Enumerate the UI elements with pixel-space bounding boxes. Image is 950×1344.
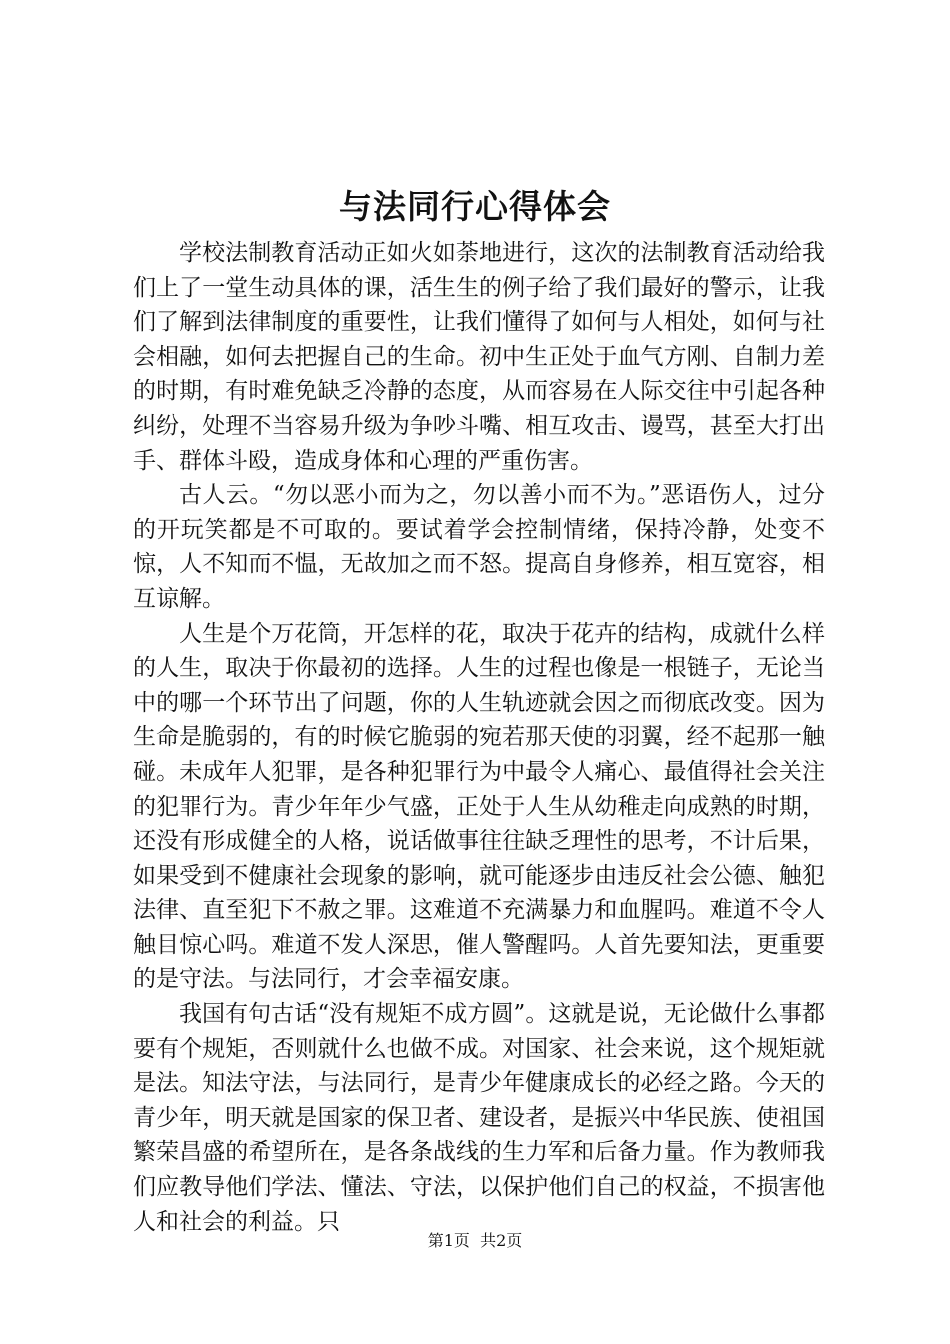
paragraph: 我国有句古话“没有规矩不成方圆”。这就是说，无论做什么事都要有个规矩，否则就什么也做不成。对国家、社会来说，这个规矩就是法。知法守法，与法同行，是青少年健康成长的必经之路。今天的青少年，明天就是国家的保卫者、建设者，是振兴中华民族、使祖国繁荣昌盛的希望所在，是各条战线的生力军和后备力量。作为教师我们应教导他们学法、懂法、守法，以保护他们自己的权益，不损害他人和社会的利益。只	[133, 1001, 825, 1235]
paragraph: 人生是个万花筒，开怎样的花，取决于花卉的结构，成就什么样的人生，取决于你最初的选择。人生的过程也像是一根链子，无论当中的哪一个环节出了问题，你的人生轨迹就会因之而彻底改变。因为生命是脆弱的，有的时候它脆弱的宛若那天使的羽翼，经不起那一触碰。未成年人犯罪，是各种犯罪行为中最令人痛心、最值得社会关注的犯罪行为。青少年年少气盛，正处于人生从幼稚走向成熟的时期，还没有形成健全的人格，说话做事往往缺乏理性的思考，不计后果，如果受到不健康社会现象的影响，就可能逐步由违反社会公德、触犯法律、直至犯下不赦之罪。这难道不充满暴力和血腥吗。难道不令人触目惊心吗。难道不发人深思，催人警醒吗。人首先要知法，更重要的是守法。与法同行，才会幸福安康。	[133, 620, 825, 993]
paragraph: 学校法制教育活动正如火如荼地进行，这次的法制教育活动给我们上了一堂生动具体的课，活生生的例子给了我们最好的警示，让我们了解到法律制度的重要性，让我们懂得了如何与人相处，如何与社会相融，如何去把握自己的生命。初中生正处于血气方刚、自制力差的时期，有时难免缺乏冷静的态度，从而容易在人际交往中引起各种纠纷，处理不当容易升级为争吵斗嘴、相互攻击、谩骂，甚至大打出手、群体斗殴，造成身体和心理的严重伤害。	[133, 240, 825, 474]
paragraph: 古人云。“勿以恶小而为之，勿以善小而不为。”恶语伤人，过分的开玩笑都是不可取的。要试着学会控制情绪，保持冷静，处变不惊，人不知而不愠，无故加之而不怒。提高自身修养，相互宽容，相互谅解。	[133, 482, 825, 612]
page-number-footer: 第1页 共2页	[427, 1231, 523, 1250]
document-body	[133, 236, 825, 1239]
document-title: 与法同行心得体会	[339, 187, 611, 226]
